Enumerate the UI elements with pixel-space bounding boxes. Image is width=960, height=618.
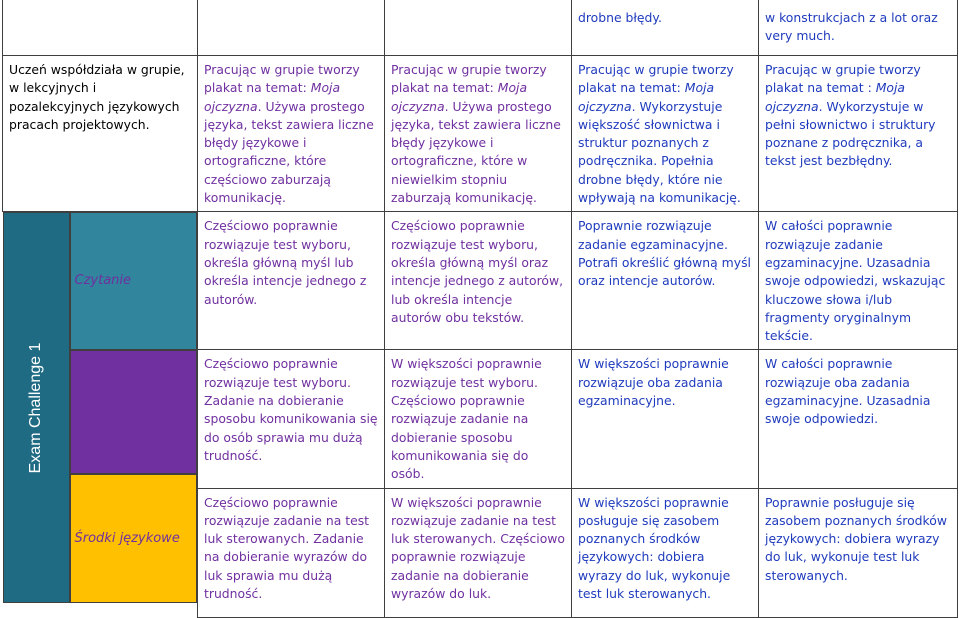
- language-level-3: W większości poprawnie posługuje się zasobem poznanych środków językowych: dobiera wyrazy do luk, wykonuje test luk sterowanych.: [572, 488, 759, 617]
- cooperation-level-2: [385, 56, 572, 212]
- reading-level-1: Częściowo poprawnie rozwiązuje test wyboru, określa główną myśl lub określa intencje jednego z autorów.: [198, 212, 385, 350]
- top-cell-4: drobne błędy.: [572, 0, 759, 56]
- exam-challenge-side: [3, 212, 70, 603]
- skill-listening: [70, 350, 198, 474]
- language-level-1: Częściowo poprawnie rozwiązuje zadanie na test luk sterowanych. Zadanie na dobieranie wyrazów do luk sprawia mu dużą trudność.: [198, 488, 385, 617]
- level-rest: . Używa prostego języka, tekst zawiera liczne błędy językowe i ortograficzne, które w niewielkim stopniu zaburzają komunikację.: [391, 98, 561, 206]
- top-cell-2: [198, 0, 385, 56]
- level-rest: . Używa prostego języka, tekst zawiera liczne błędy językowe i ortograficzne, które częściowo zaburzają komunikację.: [204, 98, 374, 206]
- level-lead: Pracując w grupie tworzy plakat na temat:: [204, 62, 360, 96]
- level-lead: Pracując w grupie tworzy plakat na temat :: [765, 62, 921, 96]
- table-row: [3, 56, 958, 212]
- skill-column: [70, 212, 198, 603]
- top-cell-3: [385, 0, 572, 56]
- reading-level-4: W całości poprawnie rozwiązuje zadanie egzaminacyjne. Uzasadnia swoje odpowiedzi, wskazując kluczowe słowa i/lub fragmenty oryginalnym tekście.: [759, 212, 958, 350]
- skill-language: [70, 474, 198, 603]
- listening-level-2: W większości poprawnie rozwiązuje test wyboru. Częściowo poprawnie rozwiązuje zadanie na dobieranie sposobu komunikowania się do osób.: [385, 350, 572, 488]
- table-row: [3, 0, 958, 56]
- top-cell-5-text: w konstrukcjach z a lot oraz very much.: [765, 10, 938, 44]
- assessment-criteria-table: [2, 0, 958, 618]
- level-rest: . Wykorzystuje większość słownictwa i struktur poznanych z podręcznika. Popełnia drobne błędy, które nie wpływają na komunikację.: [578, 98, 741, 206]
- listening-level-3: W większości poprawnie rozwiązuje oba zadania egzaminacyjne.: [572, 350, 759, 488]
- poster-topic: Moja ojczyzna: [578, 80, 715, 114]
- listening-level-4: W całości poprawnie rozwiązuje oba zadania egzaminacyjne. Uzasadnia swoje odpowiedzi.: [759, 350, 958, 488]
- exam-title: Exam Challenge 1: [26, 342, 44, 474]
- language-level-2: W większości poprawnie rozwiązuje zadanie na test luk sterowanych. Częściowo poprawnie rozwiązuje zadanie na dobieranie wyrazów do luk.: [385, 488, 572, 617]
- skill-label: Środki językowe: [74, 530, 180, 546]
- level-lead: Pracując w grupie tworzy plakat na temat:: [578, 62, 734, 96]
- level-rest: . Wykorzystuje w pełni słownictwo i struktury poznane z podręcznika, a tekst jest bezbłędny.: [765, 98, 936, 169]
- skill-reading: [70, 212, 198, 350]
- cooperation-label: Uczeń współdziała w grupie, w lekcyjnych i pozalekcyjnych językowych pracach projektowych.: [3, 56, 198, 212]
- listening-level-1: Częściowo poprawnie rozwiązuje test wyboru. Zadanie na dobieranie sposobu komunikowania się do osób sprawia mu dużą trudność.: [198, 350, 385, 488]
- reading-level-3: Poprawnie rozwiązuje zadanie egzaminacyjne. Potrafi określić główną myśl oraz intencje autorów.: [572, 212, 759, 350]
- poster-topic: Moja ojczyzna: [204, 80, 341, 114]
- poster-topic: Moja ojczyzna: [391, 80, 528, 114]
- cooperation-level-3: [572, 56, 759, 212]
- table-row: [3, 212, 958, 350]
- top-cell-5: [759, 0, 958, 56]
- poster-topic: Moja ojczyzna: [765, 80, 905, 114]
- skill-label: Słuchanie: [74, 404, 138, 420]
- level-lead: Pracując w grupie tworzy plakat na temat:: [391, 62, 547, 96]
- exam-label-block: [3, 212, 198, 617]
- reading-level-2: Częściowo poprawnie rozwiązuje test wyboru, określa główną myśl oraz intencje jednego z autorów, lub określa intencje autorów obu tekstów.: [385, 212, 572, 350]
- language-level-4: Poprawnie posługuje się zasobem poznanych środków językowych: dobiera wyrazy do luk, wykonuje test luk sterowanych.: [759, 488, 958, 617]
- cooperation-level-1: [198, 56, 385, 212]
- cooperation-level-4: [759, 56, 958, 212]
- top-cell-1: [3, 0, 198, 56]
- skill-label: Czytanie: [74, 273, 132, 289]
